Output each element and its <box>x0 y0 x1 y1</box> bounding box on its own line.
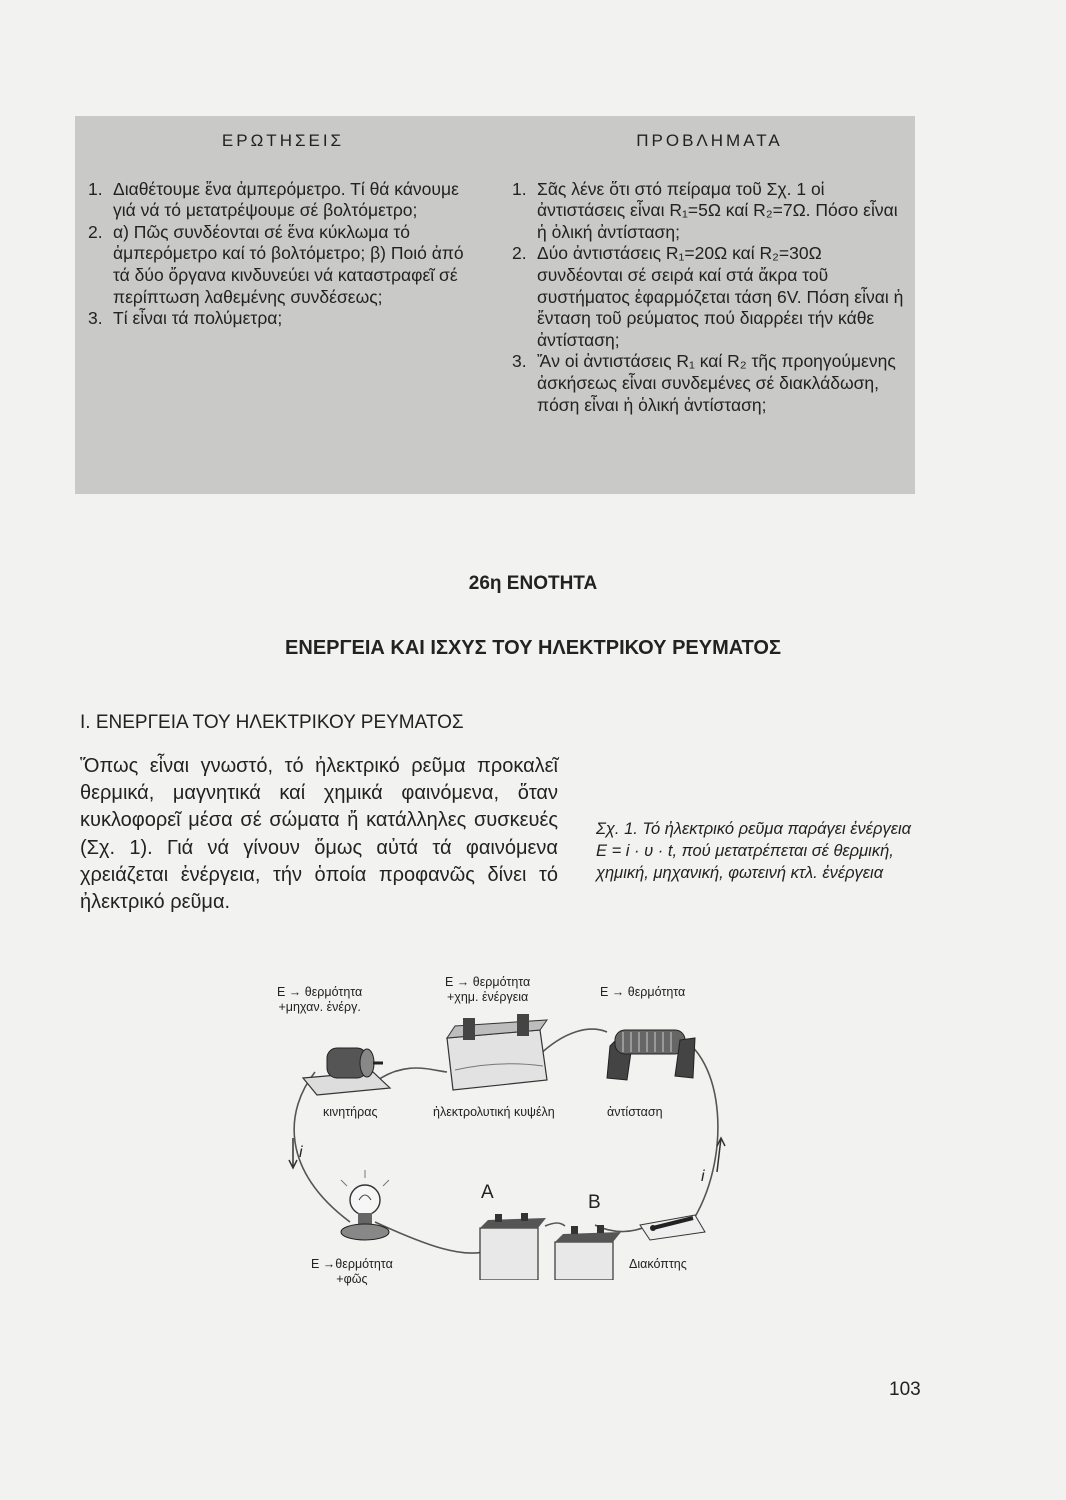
motor-energy-line: Ε → θερμότητα <box>277 985 363 999</box>
problem-text: Ἄν οἱ ἀντιστάσεις R₁ καί R₂ τῆς προηγούμενης ἀσκήσεως εἶναι συνδεμένες σέ διακλάδωση, πόση εἶναι ἡ ὁλική ἀντίσταση; <box>537 351 896 415</box>
body-paragraph: Ὅπως εἶναι γνωστό, τό ἠλεκτρικό ρεῦμα προκαλεῖ θερμικά, μαγνητικά καί χημικά φαινόμενα, ὅταν κυκλοφορεῖ μέσα σέ σώματα ἤ κατάλληλες συσκευές (Σχ. 1). Γιά νά γίνουν ὅμως αὐτά τά φαινόμενα χρειάζεται ἐνέργεια, τήν ὁποία προφανῶς δίνει τό ἠλεκτρικό ρεῦμα. <box>80 755 558 914</box>
wire <box>375 1222 490 1253</box>
current-arrows <box>289 1138 725 1172</box>
problem-item <box>512 179 907 244</box>
circuit-figure <box>255 960 755 1286</box>
current-label: i <box>299 1144 303 1161</box>
problem-text: Σᾶς λένε ὅτι στό πείραμα τοῦ Σχ. 1 οἱ ἀντιστάσεις εἶναι R₁=5Ω καί R₂=7Ω. Πόσο εἶναι ἡ ὁλική ἀντίσταση; <box>537 178 898 242</box>
problems-column <box>512 130 907 416</box>
question-number: 1. <box>88 178 103 199</box>
switch-icon <box>640 1215 705 1240</box>
problem-number: 3. <box>512 351 527 372</box>
problems-heading: ΠΡΟΒΛΗΜΑΤΑ <box>636 131 783 150</box>
terminal-a-label: A <box>481 1182 494 1203</box>
question-text: α) Πῶς συνδέονται σέ ἕνα κύκλωμα τό ἀμπερόμετρο καί τό βολτόμετρο; β) Ποιό ἀπό τά δύο ὄργανα κινδυνεύει νά καταστραφεῖ σέ περίπτωση λαθεμένης συνδέσεως; <box>113 221 464 307</box>
battery-b-icon <box>555 1225 621 1280</box>
question-text: Τί εἶναι τά πολύμετρα; <box>113 308 283 329</box>
battery-a-icon <box>480 1213 546 1280</box>
cell-energy-line: Ε → θερμότητα <box>445 975 531 989</box>
question-text: Διαθέτουμε ἕνα ἀμπερόμετρο. Τί θά κάνουμε γιά νά τό μετατρέψουμε σέ βολτόμετρο; <box>113 178 459 221</box>
unit-number: 26η ΕΝΟΤΗΤΑ <box>468 573 598 594</box>
questions-column <box>88 130 478 330</box>
problem-text: Δύο ἀντιστάσεις R₁=20Ω καί R₂=30Ω συνδέονται σέ σειρά καί στά ἄκρα τοῦ συστήματος ἐφαρμόζεται τάση 6V. Πόση εἶναι ἡ ἔνταση τοῦ ρεύματος πού διαρρέει τήν κάθε ἀντίσταση; <box>537 243 904 350</box>
question-number: 2. <box>88 221 103 242</box>
terminal-b-label: B <box>588 1192 601 1213</box>
cell-energy-label <box>445 975 530 1005</box>
question-number: 3. <box>88 308 103 329</box>
lamp-icon <box>341 1170 389 1240</box>
problem-number: 2. <box>512 243 527 264</box>
lamp-energy-label <box>311 1257 393 1287</box>
cell-energy-line: +χημ. ἐνέργεια <box>446 990 529 1004</box>
motor-icon <box>303 1048 390 1095</box>
electrolytic-cell-icon <box>447 1014 547 1090</box>
figure-caption: Σχ. 1. Τό ἠλεκτρικό ρεῦμα παράγει ἐνέργεια E = i · υ · t, πού μετατρέπεται σέ θερμική, χημική, μηχανική, φωτεινή κτλ. ἐνέργεια <box>596 820 912 882</box>
wire <box>545 1223 565 1226</box>
motor-energy-line: +μηχαν. ἐνέργ. <box>278 1000 361 1014</box>
section-heading: Ι. ΕΝΕΡΓΕΙΑ ΤΟΥ ΗΛΕΚΤΡΙΚΟΥ ΡΕΥΜΑΤΟΣ <box>80 712 464 733</box>
problem-item <box>512 243 907 351</box>
problems-list <box>512 179 907 417</box>
questions-list <box>88 179 478 330</box>
lamp-energy-line: Ε →θερμότητα <box>311 1257 393 1271</box>
problem-number: 1. <box>512 178 527 199</box>
questions-heading: ΕΡΩΤΗΣΕΙΣ <box>221 131 345 150</box>
resistor-energy-label: Ε → θερμότητα <box>600 985 686 999</box>
question-item <box>88 308 478 330</box>
page-number: 103 <box>889 1379 921 1400</box>
resistor-label: ἀντίσταση <box>607 1105 663 1119</box>
unit-title: ΕΝΕΡΓΕΙΑ ΚΑΙ ΙΣΧΥΣ ΤΟΥ ΗΛΕΚΤΡΙΚΟΥ ΡΕΥΜΑΤΟΣ <box>285 637 781 659</box>
wire <box>375 1068 447 1082</box>
question-item <box>88 222 478 308</box>
resistor-icon <box>607 1030 695 1080</box>
problem-item <box>512 351 907 416</box>
current-label: i <box>701 1168 705 1185</box>
motor-label: κινητήρας <box>323 1105 378 1119</box>
lamp-energy-line: +φῶς <box>336 1272 368 1286</box>
wire <box>537 1029 607 1057</box>
question-item <box>88 179 478 222</box>
motor-energy-label <box>277 985 362 1015</box>
cell-label: ἠλεκτρολυτική κυψέλη <box>433 1105 555 1119</box>
switch-label: Διακόπτης <box>629 1257 687 1271</box>
